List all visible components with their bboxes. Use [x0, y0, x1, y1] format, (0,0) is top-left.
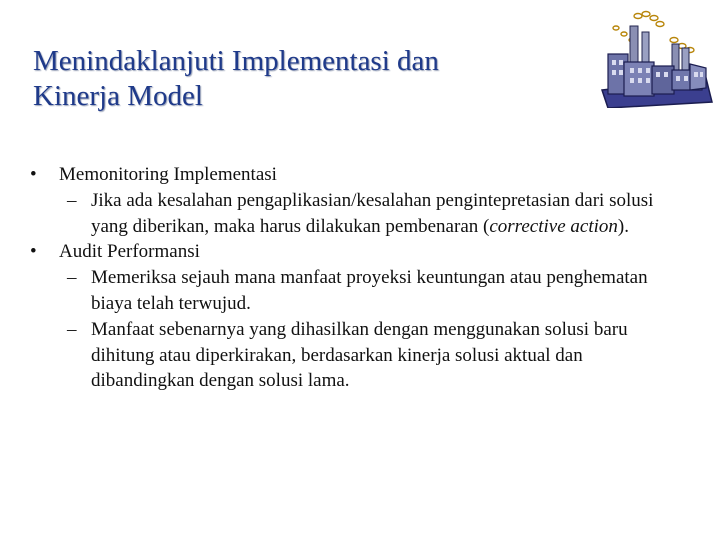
sub-bullet-text-part: ). — [617, 215, 629, 237]
sub-bullet-text-part: Jika ada kesalahan pengaplikasian/kesalahan pengintepretasian dari solusi yang diberikan, maka harus dilakukan pembenaran ( — [91, 189, 654, 237]
sub-bullet-marker: – — [67, 318, 77, 340]
sub-bullet-item — [30, 265, 690, 317]
slide-title-line-1: Menindaklanjuti Implementasi dan — [33, 45, 439, 77]
sub-bullet-text: Memeriksa sejauh mana manfaat proyeksi keuntungan atau penghematan biaya telah terwujud. — [91, 267, 648, 314]
slide-title-line-2: Kinerja Model — [33, 80, 203, 112]
bullet-text: Audit Performansi — [59, 241, 200, 263]
sub-bullet-marker: – — [67, 267, 77, 289]
sub-bullet-item — [30, 317, 690, 394]
slide-body — [30, 162, 690, 394]
sub-bullet-marker: – — [67, 189, 77, 211]
slide-title — [33, 44, 593, 114]
sub-bullet-item — [30, 188, 690, 240]
bullet-item — [30, 239, 690, 265]
bullet-text: Memonitoring Implementasi — [59, 164, 277, 185]
sub-bullet-text-italic: corrective action — [489, 215, 618, 237]
factory-icon — [594, 4, 718, 108]
sub-bullet-text: Manfaat sebenarnya yang dihasilkan dengan menggunakan solusi baru dihitung atau diperkirakan, berdasarkan kinerja solusi aktual dan dibandingkan dengan solusi lama. — [91, 318, 628, 392]
bullet-item — [30, 162, 690, 188]
sub-bullet-text — [91, 190, 653, 237]
bullet-marker: • — [30, 241, 37, 263]
bullet-marker: • — [30, 164, 37, 185]
